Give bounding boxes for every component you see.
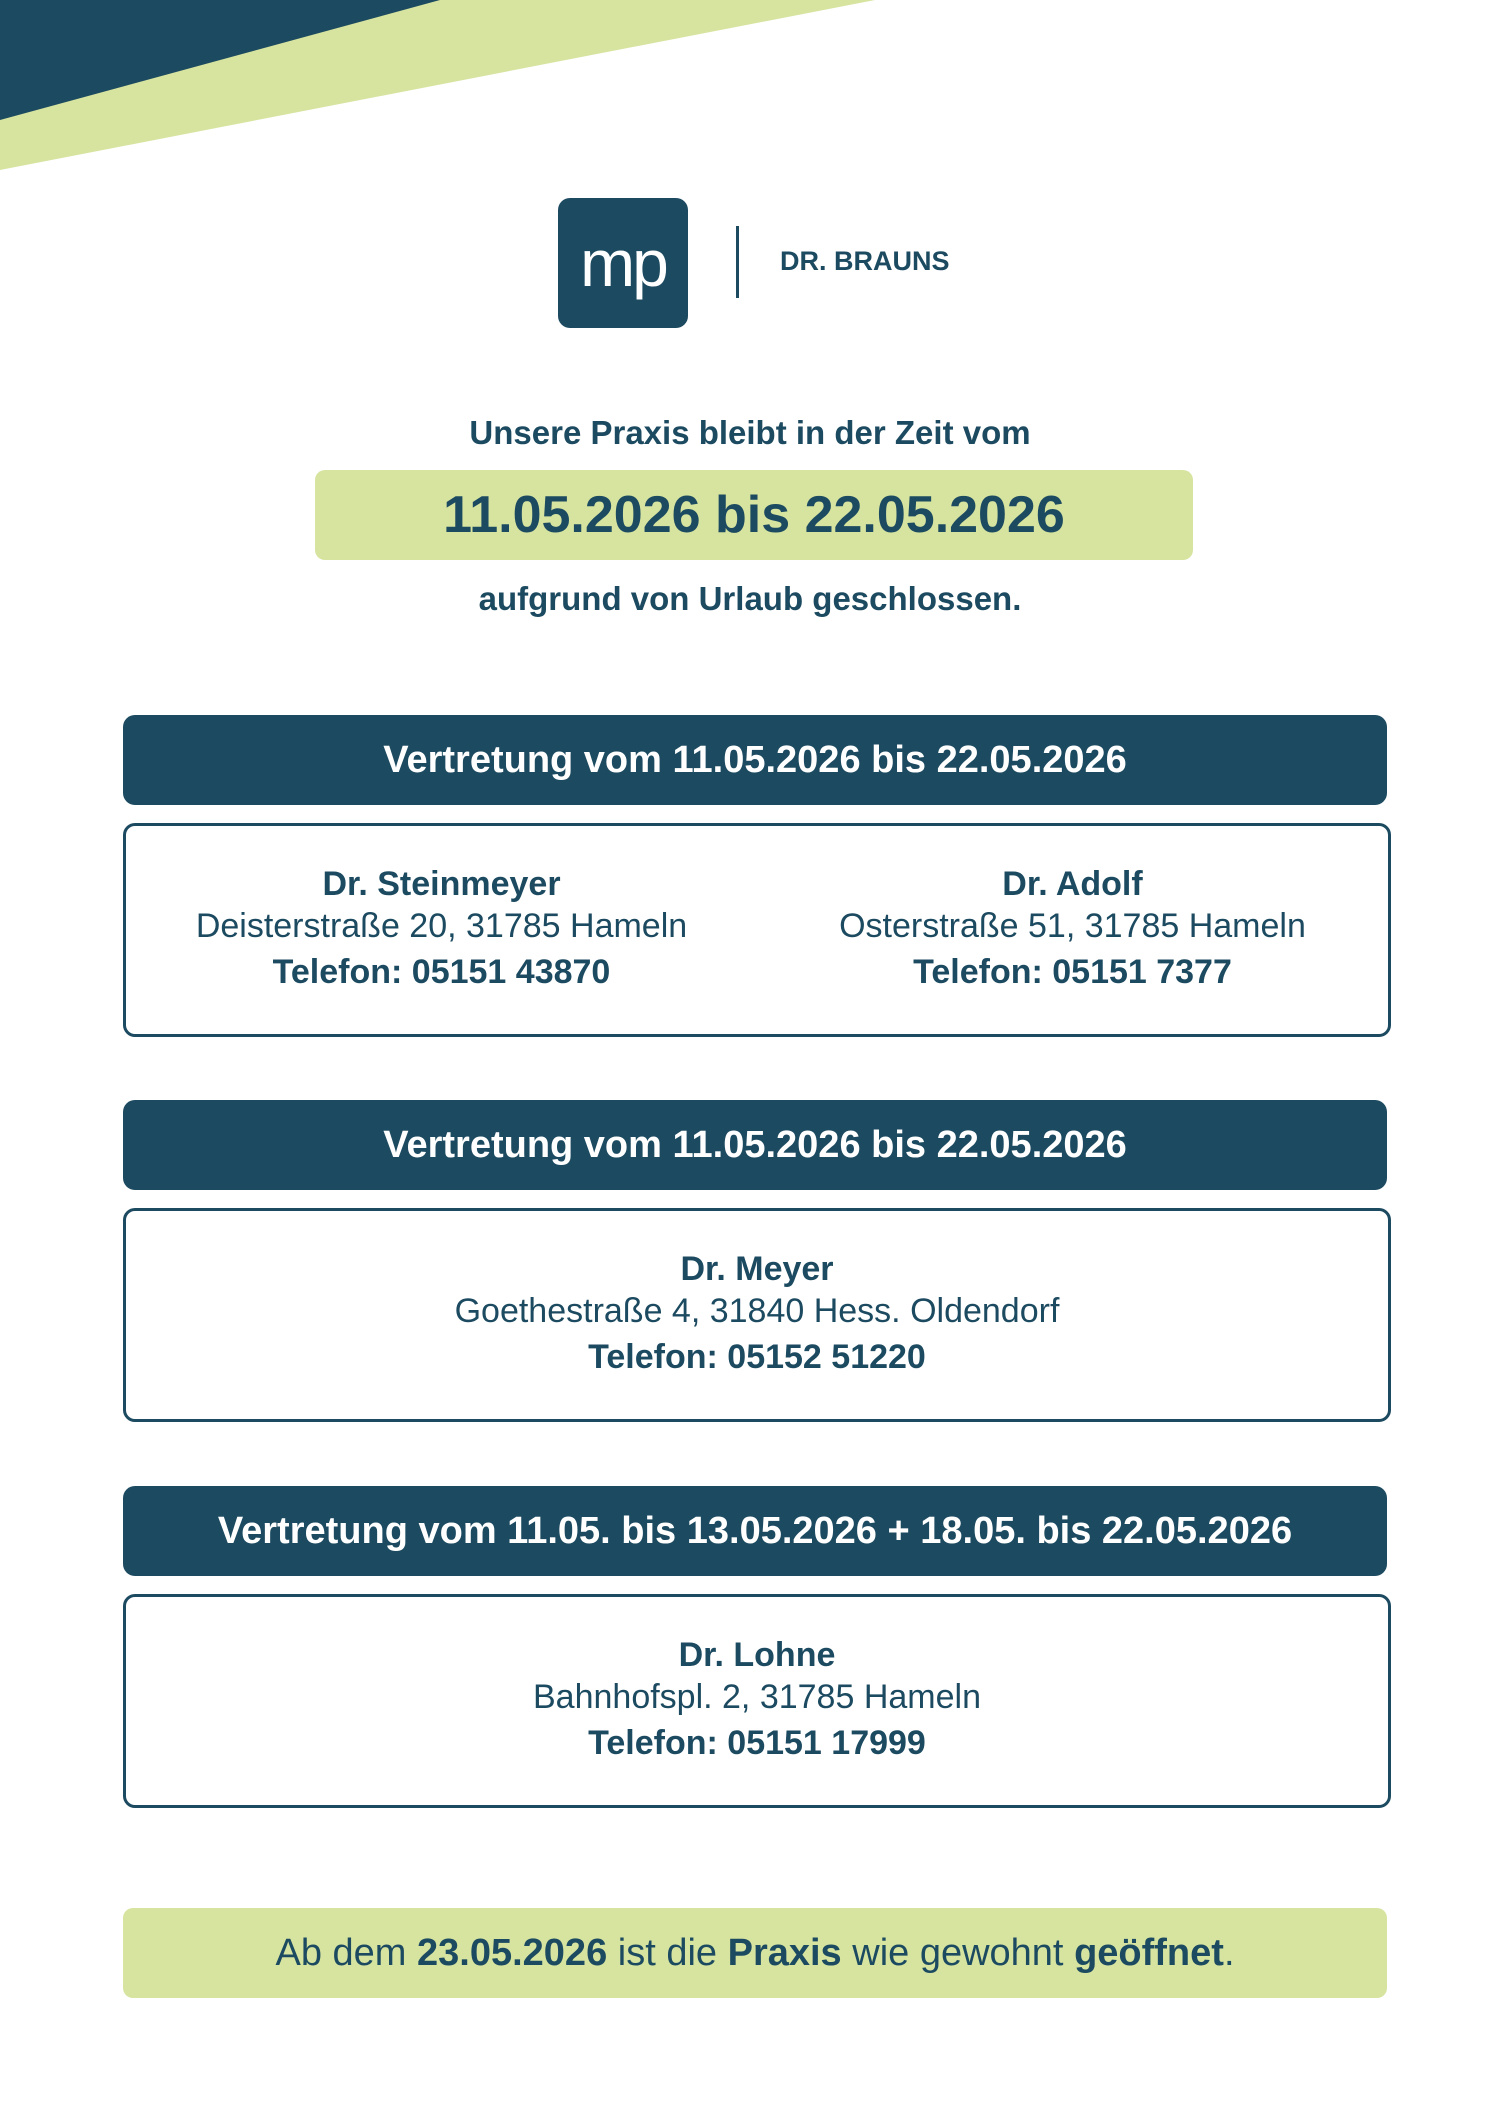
closure-dates-text: 11.05.2026 bis 22.05.2026: [443, 486, 1065, 544]
doctor-meyer: [126, 1248, 1388, 1382]
logo-mark: mp: [580, 226, 666, 300]
doctor-name: Dr. Steinmeyer: [322, 865, 561, 903]
doctor-phone[interactable]: Telefon: 05152 51220: [588, 1338, 926, 1376]
doctor-adolf: [757, 863, 1388, 997]
reopening-notice: [123, 1908, 1387, 1998]
doctor-address: Deisterstraße 20, 31785 Hameln: [195, 907, 688, 945]
doctor-address: Goethestraße 4, 31840 Hess. Oldendorf: [454, 1292, 1060, 1330]
intro-line-2: aufgrund von Urlaub geschlossen.: [478, 580, 1022, 617]
practice-name: DR. BRAUNS: [780, 246, 950, 276]
reopening-text-4: .: [1223, 1931, 1235, 1974]
substitute-header-1-text: Vertretung vom 11.05.2026 bis 22.05.2026: [383, 738, 1127, 781]
substitute-header-2-text: Vertretung vom 11.05.2026 bis 22.05.2026: [383, 1123, 1127, 1166]
intro-line-1: Unsere Praxis bleibt in der Zeit vom: [469, 414, 1031, 451]
substitute-header-1: [123, 715, 1387, 805]
substitute-header-3: [123, 1486, 1387, 1576]
doctor-address: Osterstraße 51, 31785 Hameln: [839, 907, 1306, 945]
doctor-phone[interactable]: Telefon: 05151 43870: [272, 953, 611, 991]
doctor-phone[interactable]: Telefon: 05151 7377: [913, 953, 1232, 991]
doctor-name: Dr. Meyer: [680, 1250, 834, 1288]
substitute-card-3: [123, 1594, 1391, 1808]
reopening-text-3: wie gewohnt: [841, 1931, 1075, 1974]
corner-decoration: [0, 0, 1500, 200]
doctor-lohne: [126, 1634, 1388, 1768]
reopening-status: geöffnet: [1074, 1931, 1224, 1974]
closure-dates: [315, 470, 1193, 560]
doctor-address: Bahnhofspl. 2, 31785 Hameln: [533, 1678, 981, 1716]
reopening-praxis: Praxis: [727, 1931, 842, 1974]
doctor-steinmeyer: [126, 863, 757, 997]
logo-divider: [736, 226, 739, 298]
practice-logo: [558, 198, 688, 328]
doctor-name: Dr. Lohne: [678, 1636, 836, 1674]
substitute-card-1: [123, 823, 1391, 1037]
substitute-card-2: [123, 1208, 1391, 1422]
doctor-name: Dr. Adolf: [1002, 865, 1143, 903]
reopening-text-1: Ab dem: [275, 1931, 418, 1974]
doctor-phone[interactable]: Telefon: 05151 17999: [588, 1724, 926, 1762]
substitute-header-3-text: Vertretung vom 11.05. bis 13.05.2026 + 18.05. bis 22.05.2026: [217, 1509, 1293, 1552]
reopening-date: 23.05.2026: [417, 1931, 608, 1974]
substitute-header-2: [123, 1100, 1387, 1190]
reopening-text-2: ist die: [607, 1931, 728, 1974]
